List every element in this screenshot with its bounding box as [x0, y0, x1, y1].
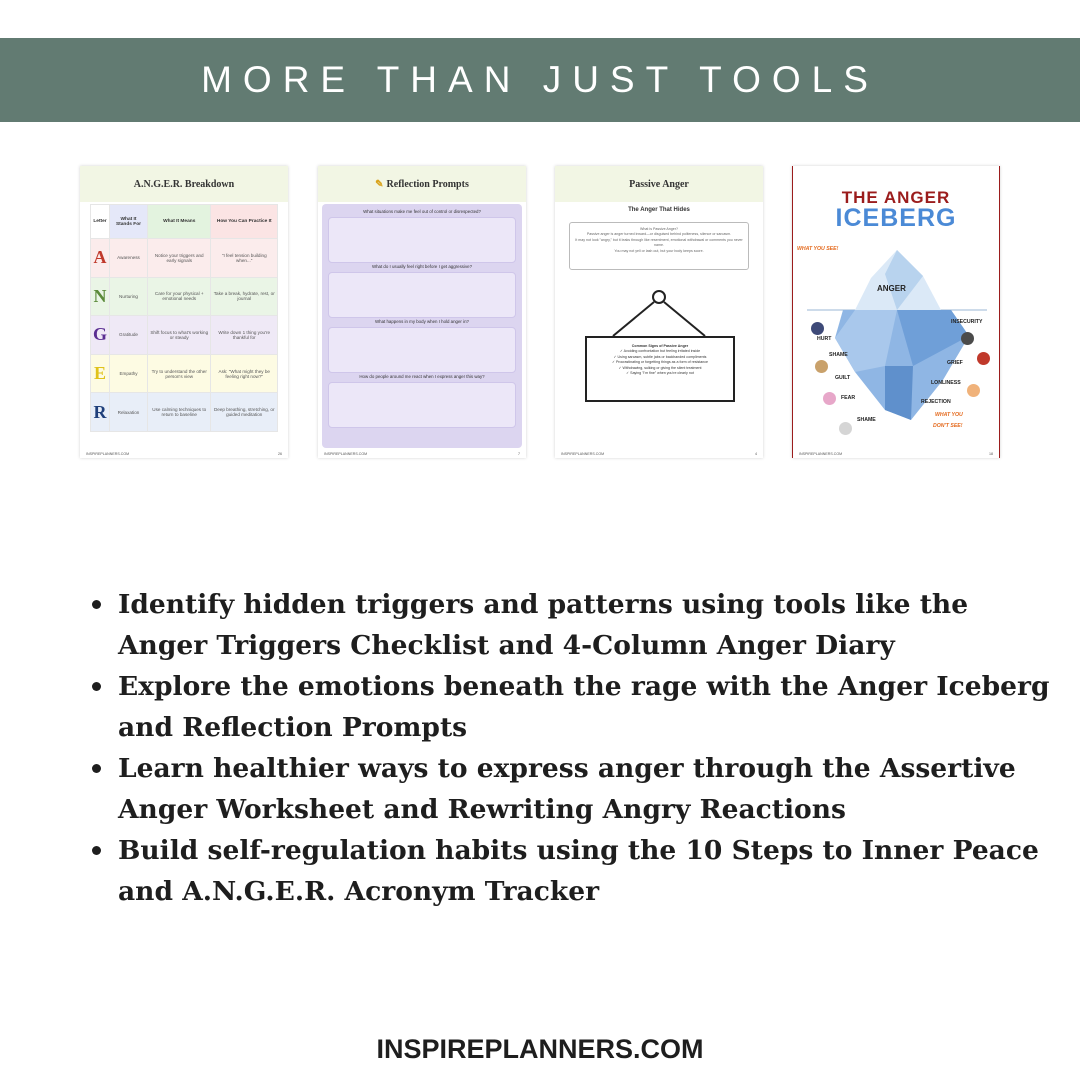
definition-box — [569, 222, 749, 270]
page-site: INSPIREPLANNERS.COM — [561, 452, 605, 456]
meaning-cell: Shift focus to what's working or steady — [148, 316, 211, 355]
definition-line: It may not look "angry," but it leaks through like resentment, emotional withdrawal or comments you never name. — [575, 237, 743, 248]
table-row — [91, 239, 278, 278]
prompt-question: How do people around me react when I express anger this way? — [359, 374, 485, 379]
table-row — [91, 316, 278, 355]
page-title — [318, 166, 526, 202]
letter-cell: R — [91, 393, 110, 432]
sign-item: ✓ Using sarcasm, subtle jabs or backhanded compliments — [613, 354, 707, 359]
header-banner — [0, 38, 1080, 122]
iceberg-label-loneliness: LONLINESS — [931, 380, 961, 386]
iceberg-label-insecurity: INSECURITY — [951, 319, 983, 325]
letter-cell: A — [91, 239, 110, 278]
page-site: INSPIREPLANNERS.COM — [86, 452, 130, 456]
table-header: What It Stands For — [110, 205, 148, 239]
word-cell: Empathy — [110, 354, 148, 393]
table-header: Letter — [91, 205, 110, 239]
page-footer — [324, 452, 520, 456]
iceberg-title-line2: ICEBERG — [835, 204, 957, 232]
preview-anger-breakdown[interactable] — [80, 166, 288, 458]
table-row — [91, 354, 278, 393]
table-header: What It Means — [148, 205, 211, 239]
pencil-icon: ✎ — [375, 178, 384, 190]
answer-box — [328, 272, 516, 318]
iceberg-label-guilt: GUILT — [835, 375, 851, 381]
hanging-sign-icon — [555, 284, 763, 344]
fear-emoji-icon — [823, 392, 836, 405]
answer-box — [328, 327, 516, 373]
feature-item: Build self-regulation habits using the 10 Steps to Inner Peace and A.N.G.E.R. Acronym Tracker — [90, 830, 1050, 912]
loneliness-emoji-icon — [967, 384, 980, 397]
page-site: INSPIREPLANNERS.COM — [799, 452, 843, 456]
what-you-dont-see-label: DON'T SEE! — [933, 423, 963, 429]
page-subtitle: The Anger That Hides — [628, 207, 690, 213]
signs-title: Common Signs of Passive Anger — [631, 344, 689, 348]
preview-reflection-prompts[interactable] — [318, 166, 526, 458]
iceberg-label-shame: SHAME — [857, 417, 876, 423]
page-title: A.N.G.E.R. Breakdown — [80, 166, 288, 202]
prompt-question: What happens in my body when I hold anger in? — [375, 319, 469, 324]
what-you-see-label: WHAT YOU SEE! — [797, 246, 839, 252]
preview-gallery — [0, 166, 1080, 458]
meaning-cell: Use calming techniques to return to baseline — [148, 393, 211, 432]
feature-item: Learn healthier ways to express anger through the Assertive Anger Worksheet and Rewriting Angry Reactions — [90, 748, 1050, 830]
practice-cell: "I feel tension building when..." — [211, 239, 278, 278]
preview-anger-iceberg[interactable] — [792, 166, 1000, 458]
breakdown-table — [90, 204, 278, 432]
iceberg-label-fear: FEAR — [841, 395, 856, 401]
table-header: How You Can Practice It — [211, 205, 278, 239]
word-cell: Relaxation — [110, 393, 148, 432]
sign-item: ✓ Withdrawing, sulking or giving the silent treatment — [618, 365, 702, 370]
insecurity-emoji-icon — [961, 332, 974, 345]
iceberg-label-anger: ANGER — [877, 284, 906, 293]
iceberg-label-rejection: REJECTION — [921, 399, 951, 405]
page-site: INSPIREPLANNERS.COM — [324, 452, 368, 456]
page-title-text: Reflection Prompts — [386, 178, 469, 190]
letter-cell: N — [91, 277, 110, 316]
website-footer[interactable]: INSPIREPLANNERS.COM — [376, 1034, 704, 1064]
page-number: 4 — [755, 452, 757, 456]
practice-cell: Take a break, hydrate, rest, or journal — [211, 277, 278, 316]
grief-emoji-icon — [977, 352, 990, 365]
iceberg-title-line1: THE ANGER — [841, 188, 951, 207]
banner-title: MORE THAN JUST TOOLS — [201, 59, 879, 100]
page-title: Passive Anger — [555, 166, 763, 202]
signs-board — [585, 336, 735, 402]
hurt-emoji-icon — [811, 322, 824, 335]
practice-cell: Ask: "What might they be feeling right now?" — [211, 354, 278, 393]
meaning-cell: Try to understand the other person's view — [148, 354, 211, 393]
page-footer — [86, 452, 282, 456]
shame-emoji-icon — [839, 422, 852, 435]
page-footer — [561, 452, 757, 456]
answer-box — [328, 217, 516, 263]
page-number: 7 — [518, 452, 520, 456]
definition-line: What is Passive Anger? — [640, 227, 678, 231]
page-number: 18 — [989, 452, 993, 456]
prompt-question: What situations make me feel out of control or disrespected? — [363, 209, 481, 214]
prompts-panel — [322, 204, 522, 448]
letter-cell: E — [91, 354, 110, 393]
sign-item: ✓ Procrastinating or forgetting things as a form of resistance — [611, 360, 709, 365]
guilt-emoji-icon — [815, 360, 828, 373]
letter-cell: G — [91, 316, 110, 355]
iceberg-label-shame: SHAME — [829, 352, 848, 358]
table-row — [91, 393, 278, 432]
prompt-question: What do I usually feel right before I get aggressive? — [371, 264, 473, 269]
answer-box — [328, 382, 516, 428]
feature-list — [90, 584, 1050, 912]
feature-item: Explore the emotions beneath the rage with the Anger Iceberg and Reflection Prompts — [90, 666, 1050, 748]
sign-item: ✓ Saying "I'm fine" when you're clearly not — [626, 370, 694, 375]
definition-line: You may not yell or lash out, but your body keeps score. — [614, 248, 704, 253]
word-cell: Gratitude — [110, 316, 148, 355]
what-you-dont-see-label: WHAT YOU — [935, 412, 963, 418]
meaning-cell: Care for your physical + emotional needs — [148, 277, 211, 316]
iceberg-label-grief: GRIEF — [947, 360, 963, 366]
sign-item: ✓ Avoiding confrontation but feeling irritated inside — [619, 349, 701, 354]
practice-cell: Write down 1 thing you're thankful for — [211, 316, 278, 355]
preview-passive-anger[interactable] — [555, 166, 763, 458]
table-row — [91, 277, 278, 316]
iceberg-label-hurt: HURT — [817, 336, 832, 342]
practice-cell: Deep breathing, stretching, or guided meditation — [211, 393, 278, 432]
definition-line: Passive anger is anger turned inward—or disguised behind politeness, silence or sarcasm. — [586, 232, 732, 237]
page-number: 26 — [278, 452, 282, 456]
word-cell: Nurturing — [110, 277, 148, 316]
page-footer — [799, 452, 993, 456]
word-cell: Awareness — [110, 239, 148, 278]
meaning-cell: Notice your triggers and early signals — [148, 239, 211, 278]
feature-item: Identify hidden triggers and patterns using tools like the Anger Triggers Checklist and 4-Column Anger Diary — [90, 584, 1050, 666]
